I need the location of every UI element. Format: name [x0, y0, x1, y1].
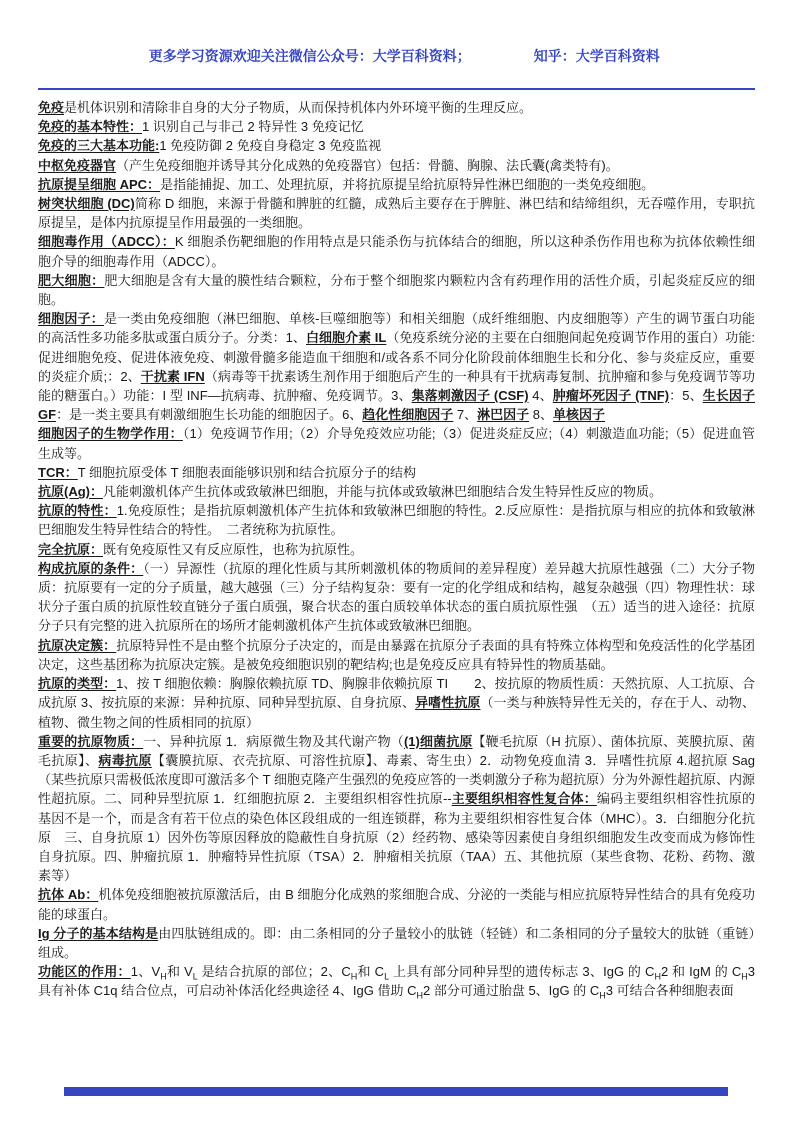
key-term: (1)细菌抗原	[403, 733, 473, 749]
text-segment: 肥大细胞是含有大量的膜性结合颗粒，分布于整个细胞浆内颗粒内含有药理作用的活性介质，引起炎症反应的细胞。	[38, 272, 755, 308]
text-segment: 8、	[529, 407, 554, 423]
key-term: 免疫的基本特性：	[38, 119, 143, 135]
paragraph	[38, 962, 755, 1000]
text-segment: （一）异源性（抗原的理化性质与其所刺激机体的物质间的差异程度）差异越大抗原性越强（二）大分子物质：抗原要有一定的分子质量，越大越强（三）分子结构复杂：要有一定的化学组成和结构，越复杂越强（四）物理性状：球状分子蛋白质的抗原性较直链分子蛋白质强，聚合状态的蛋白质较单体状态的蛋白质抗原性强 （五）适当的进入途径：抗原分子只有完整的进入抗原所在的场所才能刺激机体产生抗体或致敏淋巴细胞。	[38, 560, 755, 634]
text-segment: ：是一类主要具有刺激细胞生长功能的细胞因子。6、	[56, 407, 363, 423]
text-segment: K 细胞杀伤靶细胞的作用特点是只能杀伤与抗体结合的细胞，所以这种杀伤作用也称为抗体依赖性细胞介导的细胞毒作用（ADCC）。	[38, 234, 755, 269]
paragraph	[38, 559, 755, 636]
paragraph	[38, 885, 755, 923]
paragraph	[38, 156, 755, 175]
subscript: H	[741, 971, 748, 982]
text-segment: 凡能刺激机体产生抗体或致敏淋巴细胞，并能与抗体或致敏淋巴细胞结合发生特异性反应的物质。	[103, 484, 663, 500]
text-segment: 编码主要组织相容性抗原的基因不是一个，而是含有若干位点的染色体区段组成的一组连锁群，称为主要组织相容性复合体（MHC）。3．白细胞分化抗原 三、自身抗原 1）因外伤等原因释放的隐蔽性自身抗原（2）经药物、感染等因素使自身组织细胞发生改变而成为修饰性自身抗原。四、肿瘤抗原 1．肿瘤特异性抗原（TSA）2．肿瘤相关抗原（TAA）五、其他抗原（某些食物、花粉、药物、激素等）	[38, 791, 755, 884]
text-segment: （病毒等干扰素诱生剂作用于细胞后产生的一种具有干扰病毒复制、抗肿瘤和参与免疫调节等功能的糖蛋白。）功能：I 型 INF—抗病毒、抗肿瘤、免疫调节。3、	[38, 368, 755, 404]
text-segment: 是结合抗原的部位；2、C	[197, 964, 351, 980]
key-term: 主要组织相容性复合体：	[451, 791, 597, 807]
text-segment: 和 C	[357, 964, 385, 980]
text-segment: （产生免疫细胞并诱导其分化成熟的免疫器官）包括：骨髓、胸腺、法氏囊(禽类特有)。	[116, 157, 619, 173]
key-term: 构成抗原的条件：	[38, 560, 144, 576]
text-segment: 既有免疫原性又有反应原性，也称为抗原性。	[103, 541, 364, 557]
subscript: H	[416, 990, 423, 1001]
subscript: H	[599, 990, 606, 1001]
key-term: Ig 分子的基本结构是	[38, 925, 159, 941]
key-term: 异嗜性抗原	[415, 695, 481, 711]
key-term: 肥大细胞：	[38, 272, 105, 288]
paragraph	[38, 482, 755, 501]
paragraph	[38, 117, 755, 136]
key-term: 淋巴因子	[477, 407, 530, 423]
paragraph	[38, 271, 755, 309]
text-segment: T 细胞抗原受体 T 细胞表面能够识别和结合抗原分子的结构	[77, 464, 416, 480]
paragraph	[38, 674, 755, 732]
key-term: 抗体 Ab：	[38, 887, 99, 903]
text-segment: 【囊膜抗原、衣壳抗原、可溶性抗原】、毒素、寄生虫）2．动物免疫血清 3．异嗜性抗原 4.超抗原 Sag（某些抗原只需极低浓度即可激活多个 T 细胞克隆产生强烈的免疫应答的一类刺激分子称为超抗原）分为外源性超抗原、内源性超抗原。二、同种异型抗原 1．红细胞抗原 2．主要组织相容性抗原--	[38, 752, 755, 807]
subscript: L	[384, 971, 390, 982]
text-segment: 是机体识别和清除非自身的大分子物质，从而保持机体内外环境平衡的生理反应。	[64, 100, 533, 115]
key-term: 抗原决定簇：	[38, 637, 117, 653]
text-segment: 由四肽链组成的。即：由二条相同的分子量较小的肽链（轻链）和二条相同的分子量较大的肽链（重链）组成。	[38, 925, 755, 960]
key-term: 集落刺激因子 (CSF)	[411, 388, 529, 404]
key-term: 白细胞介素 IL	[305, 330, 387, 346]
text-segment: 3 具有补体 C1q 结合位点，可启动补体活化经典途径 4、IgG 借助 C	[38, 964, 755, 999]
text-segment: 上具有部分同种异型的遗传标志 3、IgG 的 C	[389, 964, 655, 980]
subscript: H	[160, 971, 167, 982]
key-term: 抗原的类型：	[38, 676, 117, 692]
key-term: 完全抗原：	[38, 541, 104, 557]
key-term: 干扰素 IFN	[140, 368, 205, 384]
document-body	[38, 98, 755, 1001]
text-segment: 1 免疫防御 2 免疫自身稳定 3 免疫监视	[159, 138, 382, 154]
paragraph	[38, 924, 755, 962]
text-segment: 1 识别自己与非己 2 特异性 3 免疫记忆	[142, 119, 364, 135]
text-segment: 机体免疫细胞被抗原激活后，由 B 细胞分化成熟的浆细胞合成、分泌的一类能与相应抗原特异性结合的具有免疫功能的球蛋白。	[38, 887, 755, 922]
footer-bar	[64, 1087, 728, 1096]
text-segment: 1、V	[130, 964, 161, 980]
text-segment: 和 V	[166, 964, 193, 980]
subscript: H	[654, 971, 661, 982]
text-segment: 2 部分可通过胎盘 5、IgG 的 C	[422, 983, 600, 999]
paragraph	[38, 501, 755, 539]
paragraph	[38, 540, 755, 559]
text-segment: 3 可结合各种细胞表面	[605, 983, 734, 999]
text-segment: （1）免疫调节作用;（2）介导免疫效应功能;（3）促进炎症反应;（4）刺激造血功能;（5）促进血管生成等。	[38, 426, 755, 461]
key-term: 细胞因子的生物学作用：	[38, 426, 183, 442]
text-segment: （免疫系统分泌的主要在白细胞间起免疫调节作用的蛋白）功能:促进细胞免疫、促进体液免疫、刺激骨髓多能造血干细胞和/或各系不同分化阶段前体细胞生长和分化、参与炎症反应，重要的炎症介质;：2、	[38, 330, 755, 384]
text-segment: 抗原特异性不是由整个抗原分子决定的，而是由暴露在抗原分子表面的具有特殊立体构型和免疫活性的化学基团决定，这些基团称为抗原决定簇。是被免疫细胞识别的靶结构;也是免疫反应具有特异性的物质基础。	[38, 637, 755, 672]
key-term: 肿瘤坏死因子 (TNF)	[552, 388, 670, 404]
subscript: H	[350, 971, 358, 982]
key-term: 抗原的特性：	[38, 503, 117, 519]
text-segment: 1.免疫原性；是指抗原刺激机体产生抗体和致敏淋巴细胞的特性。2.反应原性：是指抗原与相应的抗体和致敏淋巴细胞发生特异性结合的特性。 二者统称为抗原性。	[38, 503, 755, 538]
text-segment: （一类与种族特异性无关的，存在于人、动物、植物、微生物之间的性质相同的抗原）	[38, 695, 755, 730]
paragraph	[38, 194, 755, 232]
paragraph	[38, 463, 755, 482]
text-segment: 1、按 T 细胞依赖：胸腺依赖抗原 TD、胸腺非依赖抗原 TI 2、按抗原的物质性质：天然抗原、人工抗原、合成抗原 3、按抗原的来源：异种抗原、同种异型抗原、自身抗原、	[38, 676, 755, 711]
text-segment: 【鞭毛抗原（H 抗原）、菌体抗原、荚膜抗原、菌毛抗原】、	[38, 733, 755, 768]
header-divider	[38, 88, 755, 90]
page-header	[38, 30, 755, 82]
paragraph	[38, 175, 755, 194]
text-segment: 4、	[528, 388, 553, 404]
key-term: 细胞毒作用（ADCC）：	[38, 234, 175, 250]
paragraph	[38, 732, 755, 886]
text-segment: 2 和 IgM 的 C	[660, 964, 742, 980]
key-term: 功能区的作用：	[38, 964, 131, 980]
key-term: 中枢免疫器官	[38, 157, 117, 173]
key-term: 免疫的三大基本功能:	[38, 138, 160, 154]
text-segment: 7、	[453, 407, 478, 423]
key-term: 趋化性细胞因子	[362, 407, 454, 423]
key-term: 单核因子	[553, 407, 606, 423]
key-term: 重要的抗原物质：	[38, 733, 144, 749]
key-term: 抗原(Ag)：	[38, 484, 103, 500]
paragraph	[38, 636, 755, 674]
key-term: 免疫	[38, 100, 65, 115]
text-segment: ：5、	[669, 388, 703, 404]
text-segment: 是一类由免疫细胞（淋巴细胞、单核-巨噬细胞等）和相关细胞（成纤维细胞、内皮细胞等）产生的调节蛋白功能的高活性多功能多肽或蛋白质分子。分类：1、	[38, 311, 755, 346]
key-term: TCR：	[38, 464, 78, 480]
key-term: 抗原提呈细胞 APC：	[38, 176, 161, 192]
subscript: L	[192, 971, 198, 982]
header-promo-text: 更多学习资源欢迎关注微信公众号：大学百科资料； 知乎：大学百科资料	[148, 48, 660, 64]
key-term: 树突状细胞 (DC)	[38, 196, 135, 212]
paragraph	[38, 136, 755, 155]
text-segment: 一、异种抗原 1．病原微生物及其代谢产物（	[143, 733, 404, 749]
paragraph	[38, 309, 755, 424]
paragraph	[38, 424, 755, 462]
paragraph	[38, 98, 755, 117]
text-segment: 是指能捕捉、加工、处理抗原，并将抗原提呈给抗原特异性淋巴细胞的一类免疫细胞。	[160, 176, 655, 192]
key-term: 病毒抗原	[98, 752, 152, 768]
key-term: 生长因子 GF	[38, 388, 756, 423]
paragraph	[38, 232, 755, 270]
key-term: 细胞因子：	[38, 311, 104, 327]
text-segment: 简称 D 细胞，来源于骨髓和脾脏的红髓，成熟后主要存在于脾脏、淋巴结和结缔组织，无吞噬作用，专职抗原提呈，是体内抗原提呈作用最强的一类细胞。	[38, 196, 755, 231]
